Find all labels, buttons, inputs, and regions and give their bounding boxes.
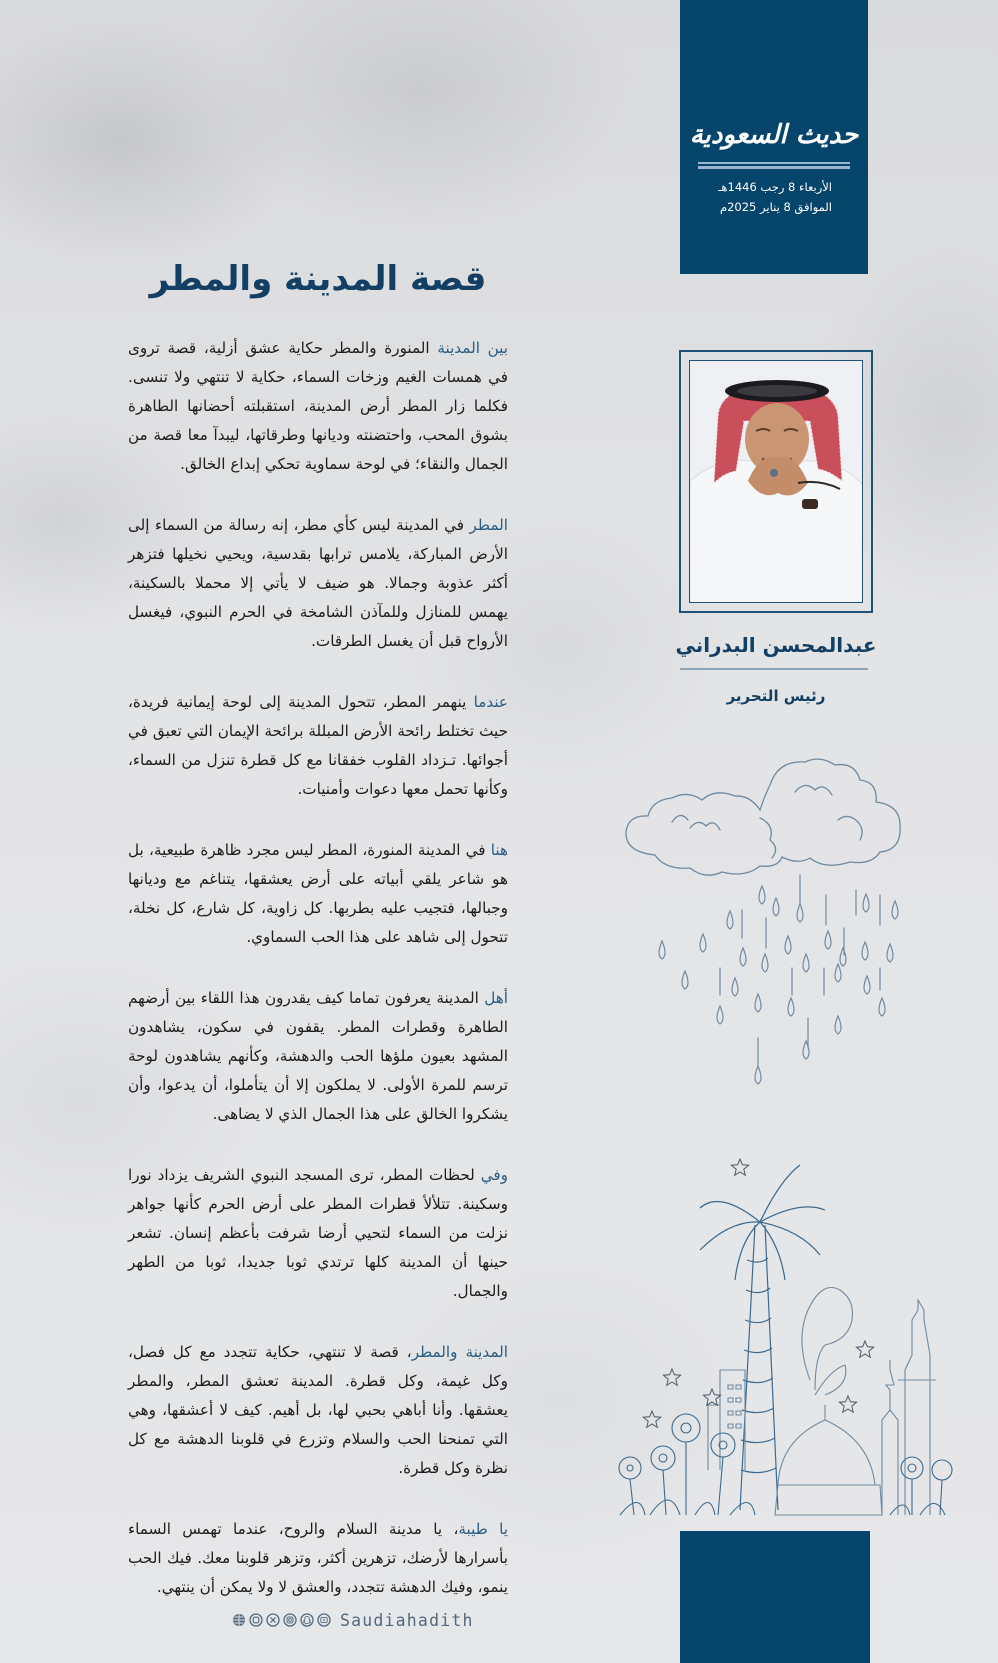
paragraph-text: في المدينة المنورة، المطر ليس مجرد ظاهرة طبيعية، بل هو شاعر يلقي أبياته على أرض يعشقها، يتناغم مع وديانها وجبالها، فتجيب عليه بطربها. كل زاوية، كل شارع، كل نخلة، تتحول إلى شاهد على هذا الحب السماوي. bbox=[128, 841, 508, 946]
social-footer bbox=[232, 1608, 474, 1632]
flower bbox=[932, 1460, 952, 1480]
star-icon bbox=[856, 1341, 873, 1357]
paragraph bbox=[128, 688, 508, 804]
paragraph-text: ، قصة لا تنتهي، حكاية تتجدد مع كل فصل، وكل غيمة، وكل قطرة. المدينة تعشق المطر، والمطر يعشقها. وأنا أباهي بحبي لها، بل أهيم. كيف لا أعشقها، وهي التي تمنحنا الحب والسلام وتزرع في قلوبنا الدهشة مع كل نظرة وكل قطرة. bbox=[128, 1343, 508, 1477]
raindrop bbox=[797, 904, 803, 922]
raindrop bbox=[717, 1006, 723, 1024]
raindrop bbox=[740, 948, 746, 966]
paragraph-lead: المطر bbox=[469, 516, 508, 534]
article-title: قصة المدينة والمطر bbox=[149, 259, 487, 299]
raindrop bbox=[864, 976, 870, 994]
paragraph bbox=[128, 836, 508, 952]
flower bbox=[711, 1433, 735, 1457]
madinah-illustration bbox=[600, 1140, 960, 1520]
palm-frond bbox=[735, 1222, 760, 1280]
flower-bud bbox=[802, 1288, 853, 1391]
paragraph bbox=[128, 1161, 508, 1306]
raindrop bbox=[803, 954, 809, 972]
paragraph-text: في المدينة ليس كأي مطر، إنه رسالة من السماء إلى الأرض المباركة، يلامس ترابها بقدسية، ويحيي نخيلها فتزهر أكثر عذوبة وجمالا. هو ضيف لا يأتي إلا محملا بالسكينة، يهمس للمنازل وللمآذن الشامخة في الحرم النبوي، فيغسل الأرواح قبل أن يغسل الطرقات. bbox=[128, 516, 508, 650]
paragraph-lead: أهل bbox=[484, 989, 508, 1007]
palm-frond bbox=[700, 1222, 760, 1250]
logo-underline bbox=[698, 162, 850, 165]
raindrop bbox=[755, 1066, 761, 1084]
raindrop bbox=[727, 911, 733, 929]
raindrop bbox=[840, 948, 846, 966]
paragraph-text: المدينة يعرفون تماما كيف يقدرون هذا اللقاء بين أرضهم الطاهرة وقطرات المطر. يقفون في سكون، يشاهدون المشهد بعيون ملؤها الحب والدهشة، وكأنهم يشاهدون لوحة ترسم للمرة الأولى. لا يملكون إلا أن يتأملوا، أن يدعوا، وأن يشكروا الخالق على هذا الجمال الذي لا يضاهى. bbox=[128, 989, 508, 1123]
paragraph-lead: وفي bbox=[480, 1166, 508, 1184]
palm-frond bbox=[760, 1207, 825, 1222]
star-icon bbox=[703, 1389, 720, 1405]
raindrop bbox=[773, 898, 779, 916]
paragraph bbox=[128, 511, 508, 656]
paragraph bbox=[128, 334, 508, 479]
article-body bbox=[128, 334, 508, 1634]
x-icon[interactable] bbox=[266, 1613, 280, 1627]
paragraph bbox=[128, 1515, 508, 1602]
cloud-shape bbox=[626, 759, 900, 875]
date-hijri: الأربعاء 8 رجب 1446هـ bbox=[718, 180, 832, 194]
raindrop bbox=[862, 942, 868, 960]
flower bbox=[651, 1446, 675, 1470]
raindrop bbox=[863, 894, 869, 912]
star-icon bbox=[731, 1159, 748, 1175]
raindrop bbox=[835, 1016, 841, 1034]
minaret bbox=[898, 1300, 936, 1515]
instagram-icon[interactable] bbox=[283, 1613, 297, 1627]
social-handle[interactable]: Saudiahadith bbox=[340, 1610, 474, 1630]
raindrop bbox=[762, 954, 768, 972]
raindrop bbox=[732, 978, 738, 996]
paragraph-text: لحظات المطر، ترى المسجد النبوي الشريف يزداد نورا وسكينة. تتلألأ قطرات المطر على أرض الحرم كأنها جواهر نزلت من السماء لتحيي أرضا شرفت بأعظم إنسان. تشعر حينها أن المدينة كلها ترتدي ثوبا جديدا، ثوبا من الطهر والجمال. bbox=[128, 1166, 508, 1300]
star-icon bbox=[663, 1369, 680, 1385]
flower bbox=[901, 1457, 923, 1479]
author-name: عبدالمحسن البدراني bbox=[675, 633, 877, 657]
palm-frond bbox=[760, 1222, 785, 1280]
cloud-rain-illustration bbox=[610, 740, 910, 1100]
palm-frond bbox=[700, 1202, 760, 1222]
publication-logo: حديث السعودية bbox=[689, 120, 859, 150]
paragraph-text: ، يا مدينة السلام والروح، عندما تهمس السماء بأسرارها لأرضك، تزهرين أكثر، وتزهر قلوبنا معك. فيك الحب ينمو، وفيك الدهشة تتجدد، والعشق لا ولا يمكن أن ينتهي. bbox=[128, 1520, 508, 1596]
date-gregorian: الموافق 8 يناير 2025م bbox=[719, 200, 832, 214]
author-photo bbox=[689, 360, 863, 603]
palm-frond bbox=[760, 1222, 820, 1255]
paragraph bbox=[128, 1338, 508, 1483]
palm-trunk bbox=[740, 1225, 778, 1510]
raindrop bbox=[682, 971, 688, 989]
palm-frond bbox=[760, 1165, 800, 1222]
bottom-bar bbox=[680, 1531, 870, 1663]
paragraph-text: المنورة والمطر حكاية عشق أزلية، قصة تروى في همسات الغيم وزخات السماء، حكاية لا تنتهي ولا تنسى. فكلما زار المطر أرض المدينة، استقبلته أحضانها الطاهرة بشوق المحب، واحتضنته وديانها وطرقاتها، ليبدآ معا قصة من الجمال والنقاء؛ في لوحة سماوية تحكي إبداع الخالق. bbox=[128, 339, 508, 473]
minaret bbox=[882, 1360, 898, 1515]
raindrop bbox=[785, 936, 791, 954]
paragraph-text: ينهمر المطر، تتحول المدينة إلى لوحة إيمانية فريدة، حيث تختلط رائحة الأرض المبللة برائحة الإيمان التي تعبق في أجوائها. تـزداد القلوب خفقانا مع كل قطرة تنزل من السماء، وكأنها تحمل معها دعوات وأمنيات. bbox=[128, 693, 508, 798]
raindrop bbox=[835, 964, 841, 982]
paragraph-lead: بين المدينة bbox=[437, 339, 508, 357]
threads-icon[interactable] bbox=[249, 1613, 263, 1627]
raindrops bbox=[659, 875, 898, 1084]
raindrop bbox=[892, 901, 898, 919]
flower bbox=[672, 1414, 700, 1442]
snapchat-icon[interactable] bbox=[300, 1613, 314, 1627]
raindrop bbox=[879, 998, 885, 1016]
star-icon bbox=[839, 1396, 856, 1412]
paragraph-lead: المدينة والمطر bbox=[411, 1343, 508, 1361]
flower bbox=[619, 1457, 641, 1479]
raindrop bbox=[759, 886, 765, 904]
paragraph bbox=[128, 984, 508, 1129]
author-photo-frame bbox=[679, 350, 873, 613]
paragraph-lead: عندما bbox=[473, 693, 508, 711]
author-divider bbox=[680, 668, 868, 670]
raindrop bbox=[659, 941, 665, 959]
youtube-icon[interactable] bbox=[317, 1613, 331, 1627]
mosque-dome bbox=[775, 1405, 882, 1515]
paragraph-lead: هنا bbox=[490, 841, 508, 859]
raindrop bbox=[825, 931, 831, 949]
author-role: رئيس التحرير bbox=[726, 687, 826, 705]
masthead-bar bbox=[680, 0, 868, 274]
raindrop bbox=[887, 944, 893, 962]
star-icon bbox=[643, 1411, 660, 1427]
raindrop bbox=[788, 998, 794, 1016]
raindrop bbox=[755, 994, 761, 1012]
globe-icon[interactable] bbox=[232, 1613, 246, 1627]
author-portrait-illustration bbox=[690, 361, 863, 603]
raindrop bbox=[700, 934, 706, 952]
paragraph-lead: يا طيبة bbox=[458, 1520, 508, 1538]
